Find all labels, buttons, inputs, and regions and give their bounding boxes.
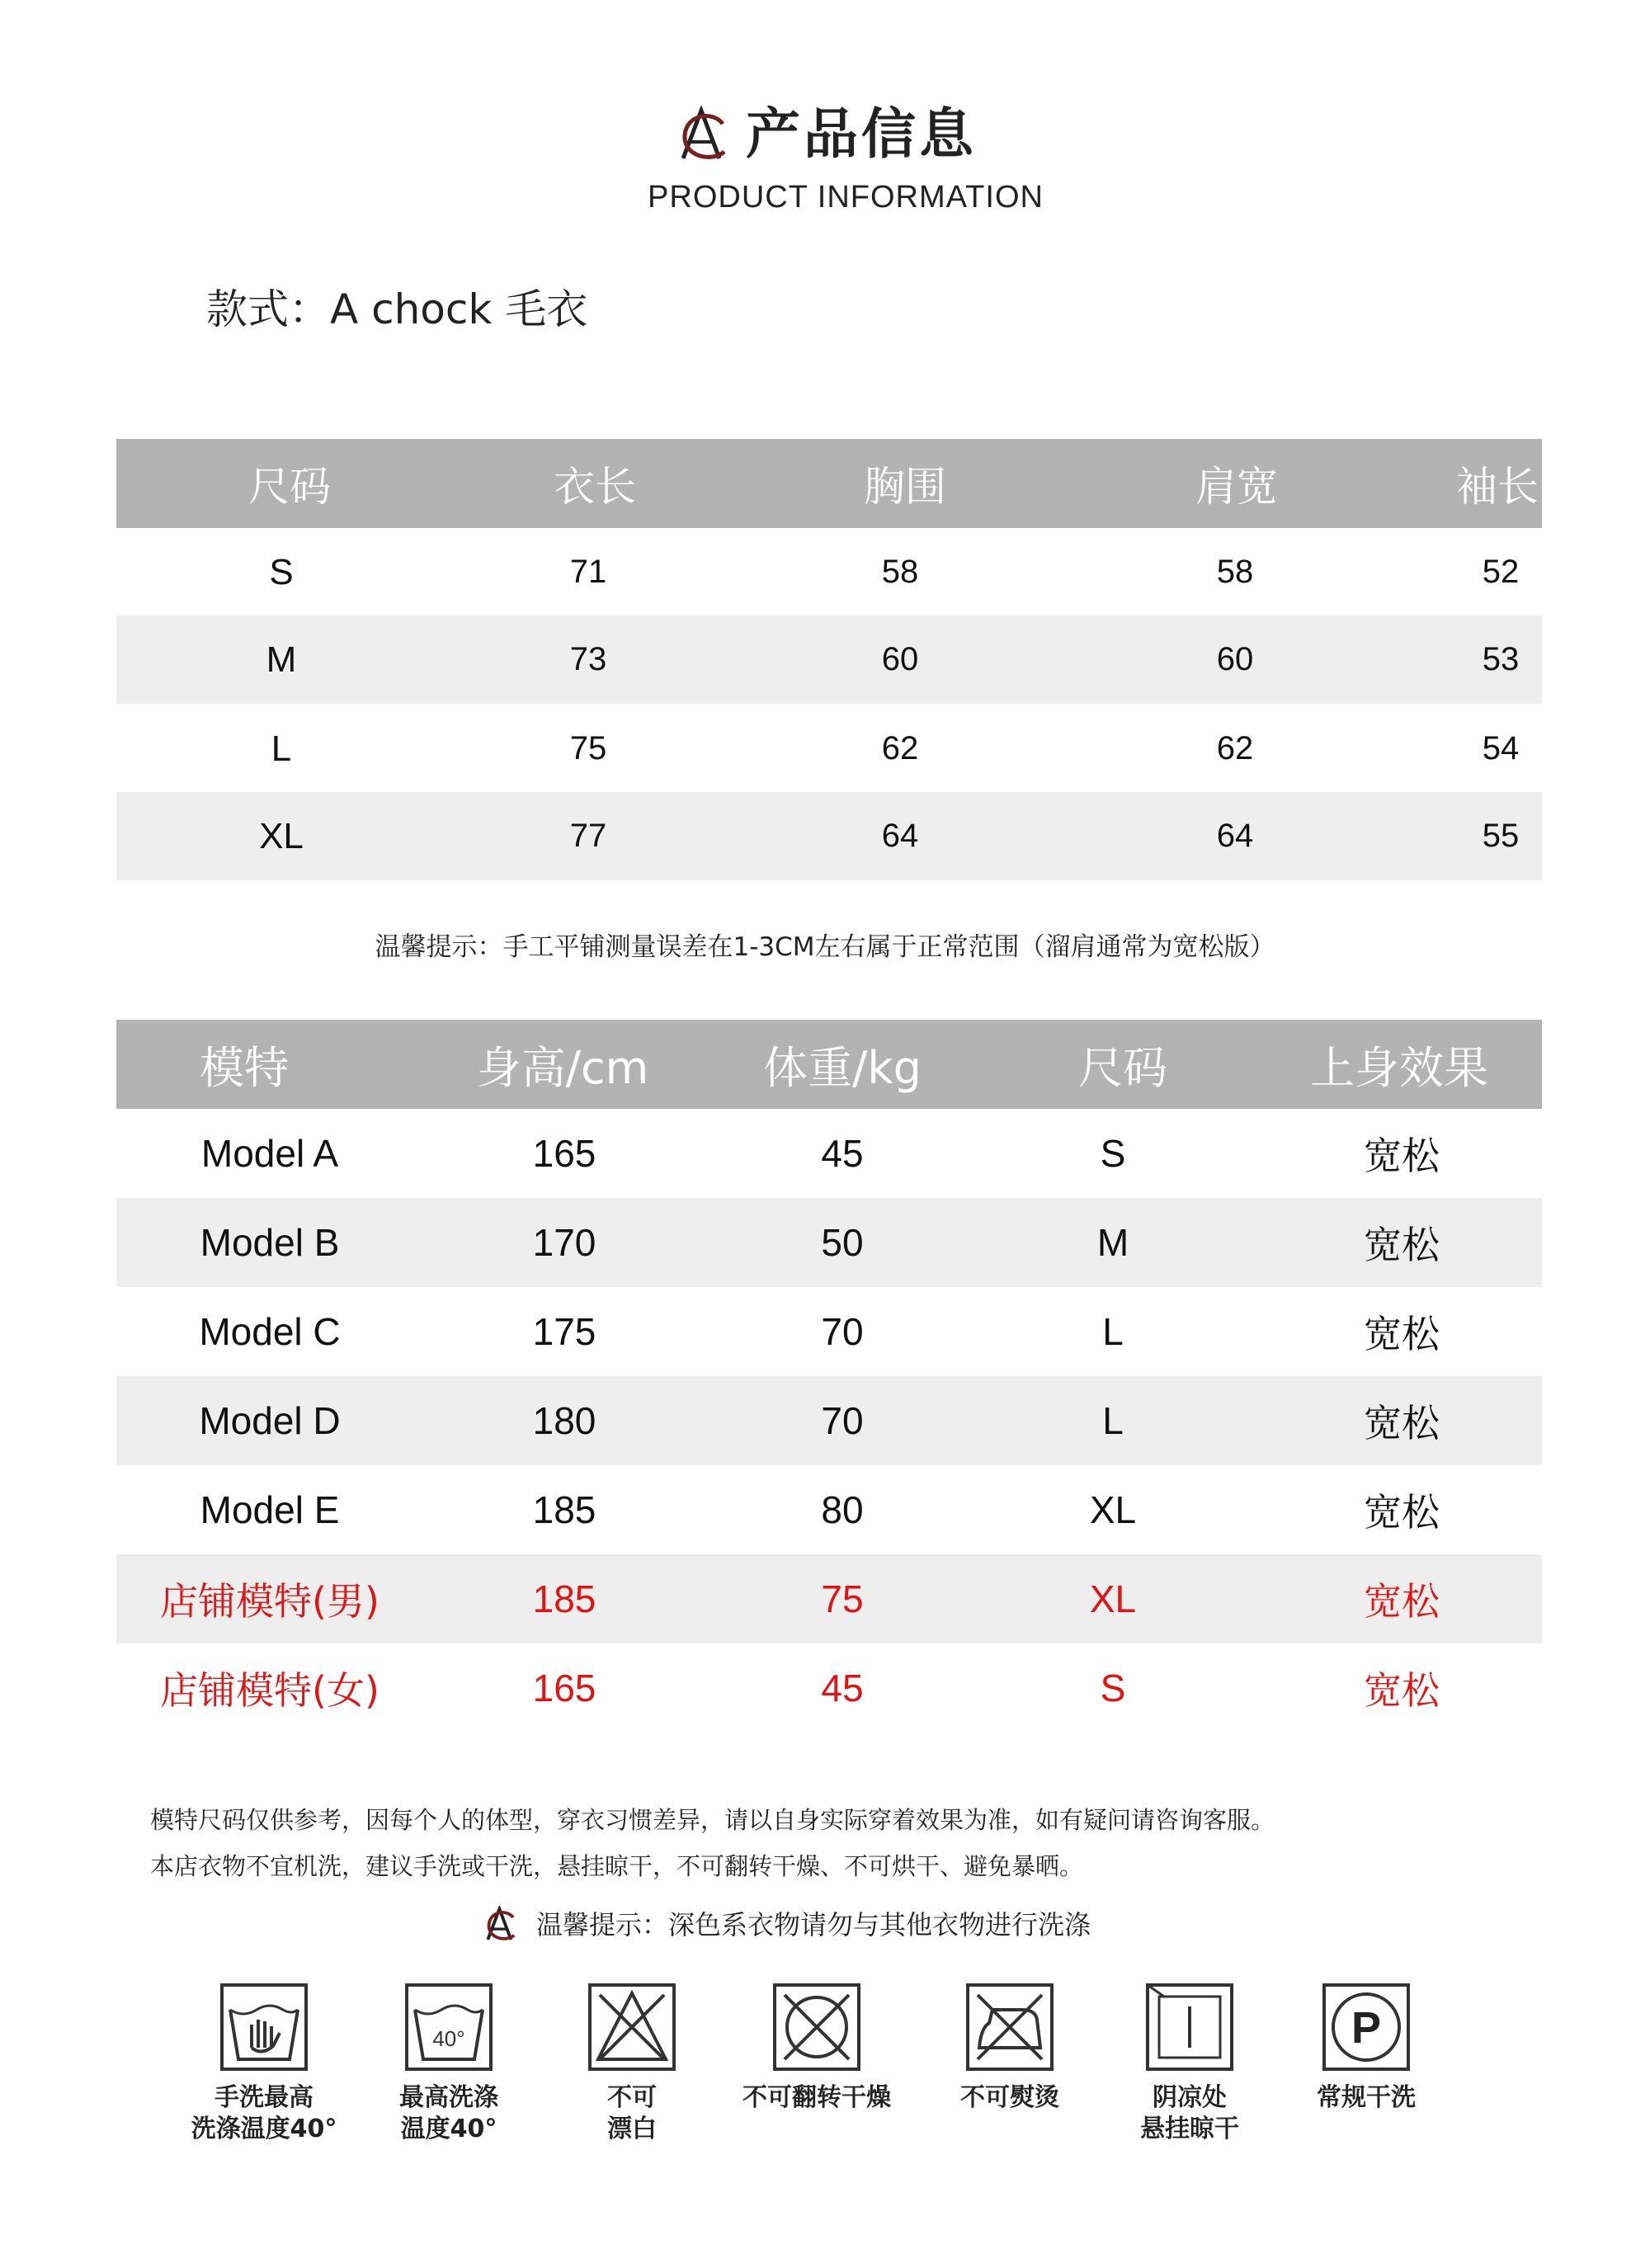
- column-header: 衣长: [554, 463, 636, 511]
- table-cell: 185: [532, 1577, 596, 1620]
- table-cell: 60: [881, 641, 919, 677]
- table-cell: 宽松: [1364, 1401, 1440, 1445]
- table-cell: 宽松: [1364, 1223, 1440, 1267]
- size-disclaimer: 模特尺码仅供参考，因每个人的体型，穿衣习惯差异，请以自身实际穿着效果为准，如有疑问请咨询客服。: [150, 1806, 1275, 1834]
- table-cell: 64: [1216, 818, 1254, 854]
- column-header: 肩宽: [1195, 463, 1278, 511]
- table-cell: 60: [1216, 641, 1254, 677]
- table-cell: 宽松: [1364, 1312, 1440, 1356]
- table-cell: 75: [569, 730, 607, 766]
- no-iron-icon: [964, 1982, 1055, 2072]
- care-label: 不可 漂白: [607, 2083, 657, 2143]
- line-dry-shade-icon: [1144, 1982, 1235, 2072]
- dry-clean-icon: [1321, 1982, 1412, 2072]
- table-cell: Model A: [200, 1132, 339, 1175]
- table-cell: 58: [881, 554, 919, 590]
- table-cell: 75: [821, 1577, 864, 1620]
- table-cell: Model B: [200, 1221, 340, 1264]
- table-cell: 54: [1482, 730, 1520, 766]
- table-cell: 180: [532, 1399, 596, 1442]
- table-cell: XL: [259, 815, 304, 856]
- table-row: [116, 792, 1542, 880]
- table-header: [116, 1020, 1542, 1109]
- column-header: 模特: [200, 1041, 289, 1094]
- care-label: 不可熨烫: [960, 2083, 1059, 2112]
- care-label: 不可翻转干燥: [742, 2083, 891, 2112]
- table-cell: 宽松: [1364, 1668, 1440, 1713]
- table-cell: 62: [881, 730, 919, 766]
- table-cell: S: [269, 551, 294, 592]
- table-cell: M: [266, 639, 297, 680]
- table-row: [116, 615, 1542, 704]
- column-header: 袖长: [1456, 463, 1539, 511]
- hand-wash-icon: [219, 1982, 309, 2072]
- table-row: [116, 705, 1542, 793]
- table-cell: 店铺模特(女): [160, 1668, 380, 1713]
- column-header: 尺码: [1078, 1041, 1167, 1094]
- table-cell: 宽松: [1364, 1134, 1440, 1178]
- care-tip: 温馨提示：深色系衣物请勿与其他衣物进行洗涤: [536, 1909, 1091, 1940]
- table-header: [116, 439, 1542, 528]
- table-cell: 45: [821, 1132, 864, 1175]
- table-row: [116, 1376, 1542, 1465]
- table-cell: 165: [532, 1132, 596, 1175]
- table-cell: 45: [821, 1667, 864, 1709]
- table-cell: Model C: [199, 1310, 341, 1353]
- column-header: 尺码: [248, 463, 331, 511]
- table-cell: 185: [532, 1488, 596, 1531]
- page-title: 产品信息: [746, 102, 977, 166]
- table-cell: 52: [1482, 554, 1520, 590]
- model-table: [116, 1020, 1542, 1733]
- no-tumble-dry-icon: [771, 1982, 862, 2072]
- table-cell: L: [1102, 1399, 1124, 1442]
- table-cell: 77: [569, 818, 607, 854]
- table-cell: 175: [532, 1310, 596, 1353]
- table-row: [116, 1643, 1542, 1733]
- table-cell: 店铺模特(男): [160, 1579, 380, 1624]
- column-header: 体重/kg: [763, 1041, 922, 1094]
- table-cell: 宽松: [1364, 1579, 1440, 1624]
- column-header: 胸围: [864, 463, 946, 511]
- table-cell: 71: [569, 554, 607, 590]
- table-cell: L: [271, 728, 292, 769]
- care-label: 阴凉处 悬挂晾干: [1140, 2083, 1239, 2143]
- measurement-note: 温馨提示：手工平铺测量误差在1-3CM左右属于正常范围（溜肩通常为宽松版）: [375, 932, 1275, 962]
- table-cell: XL: [1089, 1577, 1137, 1620]
- care-label: 常规干洗: [1317, 2083, 1416, 2112]
- care-label: 手洗最高 洗涤温度40°: [191, 2083, 337, 2143]
- table-cell: 50: [821, 1221, 864, 1264]
- table-cell: L: [1102, 1310, 1124, 1353]
- care-label: 最高洗涤 温度40°: [399, 2083, 498, 2143]
- table-row: [116, 1198, 1542, 1287]
- wash-40-icon: [403, 1982, 494, 2072]
- table-cell: 55: [1482, 818, 1520, 854]
- page-subtitle: PRODUCT INFORMATION: [648, 180, 1044, 215]
- no-bleach-icon: [587, 1982, 677, 2072]
- table-cell: S: [1100, 1132, 1126, 1175]
- table-cell: 73: [569, 641, 607, 677]
- table-cell: 70: [821, 1399, 864, 1442]
- table-cell: 64: [881, 818, 919, 854]
- table-cell: 70: [821, 1310, 864, 1353]
- table-cell: Model E: [200, 1488, 340, 1531]
- table-cell: 53: [1482, 641, 1520, 677]
- table-row: [116, 1109, 1542, 1198]
- table-cell: 宽松: [1364, 1490, 1440, 1535]
- brand-logo-icon: [676, 106, 728, 165]
- table-cell: S: [1100, 1667, 1126, 1709]
- table-row: [116, 1465, 1542, 1554]
- table-row: [116, 528, 1542, 616]
- table-cell: 170: [532, 1221, 596, 1264]
- table-cell: 165: [532, 1667, 596, 1709]
- wash-temp-text: 40°: [432, 2026, 465, 2051]
- table-cell: M: [1096, 1221, 1129, 1264]
- table-cell: 62: [1216, 730, 1254, 766]
- brand-logo-small-icon: [483, 1906, 516, 1944]
- size-table: [116, 439, 1542, 881]
- table-row: [116, 1287, 1542, 1376]
- table-cell: 58: [1216, 554, 1254, 590]
- dry-clean-letter: P: [1351, 2003, 1382, 2053]
- table-row: [116, 1554, 1542, 1643]
- product-style-label: 款式：A chock 毛衣: [206, 285, 588, 333]
- care-disclaimer: 本店衣物不宜机洗，建议手洗或干洗，悬挂晾干，不可翻转干燥、不可烘干、避免暴晒。: [150, 1852, 1084, 1880]
- table-cell: Model D: [199, 1399, 341, 1442]
- table-cell: 80: [821, 1488, 864, 1531]
- column-header: 身高/cm: [476, 1041, 649, 1094]
- table-cell: XL: [1089, 1488, 1137, 1531]
- column-header: 上身效果: [1310, 1041, 1488, 1094]
